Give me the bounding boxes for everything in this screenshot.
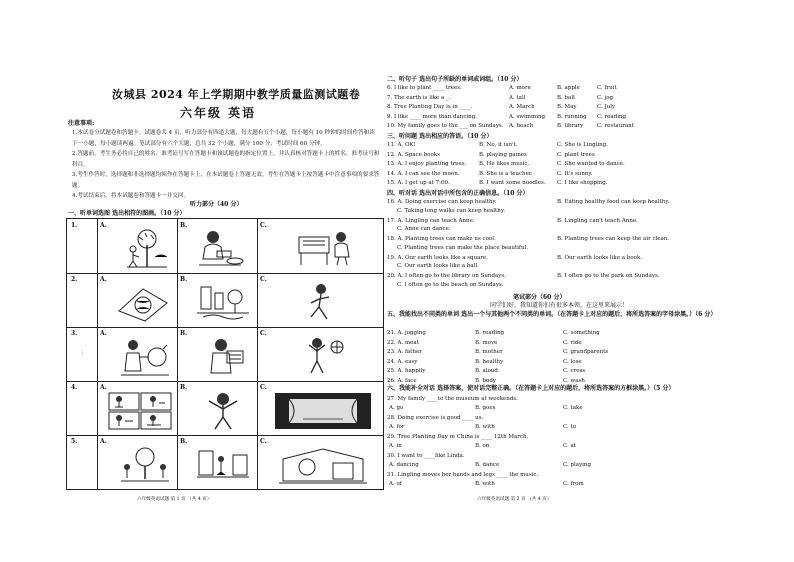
option-b: B. healthy <box>475 358 504 365</box>
city-park-picture <box>195 283 251 323</box>
option-c: C. something <box>563 330 600 336</box>
option-b: B. running <box>557 113 587 120</box>
option-b: B. goes <box>475 405 496 412</box>
option-b: B. Eating healthy food can keep healthy. <box>557 199 670 205</box>
option-c: C. to <box>563 424 577 431</box>
tree-planting-group-picture <box>119 445 171 485</box>
stage-theater-picture <box>273 391 373 431</box>
option-label: B. <box>180 384 188 391</box>
option-c: C. playing <box>563 462 591 469</box>
option-c: C. ride <box>563 339 582 346</box>
girl-reading-picture <box>195 227 245 269</box>
option-b: B. dance <box>475 462 500 469</box>
option-c: C. She is Lingling. <box>557 142 608 148</box>
option-b: B. aloud <box>475 368 498 375</box>
part6-title: 六、我能补全对话 选择答案，使对话完整正确。（在答题卡上对应的题后，将所选答案的方框涂黑。）（5 分） <box>387 385 675 392</box>
note-item: 3.考生作答时，选择题和非选择题均须作在答题卡上，在本试题卷上答题无效。考生在答题卡上按答题卡中注意事项的要求答题。 <box>72 172 380 189</box>
part4-title: 四、听对话 选出对话中所包含的正确信息。（10 分） <box>387 190 529 197</box>
street-scene-picture <box>195 445 251 485</box>
row-number: 3. <box>71 330 78 337</box>
row-number: 2. <box>71 276 78 283</box>
question-text: 8. Tree Planting Day is in ____. <box>387 104 473 111</box>
question-text: 29. Tree Planting Day in China is ____ 12th March. <box>387 434 529 440</box>
option-b: B. with <box>475 424 495 431</box>
option-b: B. May <box>557 104 577 111</box>
option-c: C. fruit <box>597 85 617 91</box>
option-c: C. from <box>563 481 584 488</box>
part5-title: 五、我能找出不同类的单词 选出一个与其他两个不同类的单词。（在答题卡上对应的题后，将所选答案的字母涂黑。）（6 分） <box>387 311 717 318</box>
option-b: B. Lingling can't teach Anne. <box>557 217 638 224</box>
option-c: C. grandparents <box>563 349 609 356</box>
boy-running-picture <box>295 283 345 323</box>
written-section-heading: 笔试部分（60 分） <box>513 294 566 301</box>
question-text: 6. I like to plant ____ trees. <box>387 85 462 91</box>
question-option-a: 13. A. I enjoy planting trees. <box>387 161 467 168</box>
option-b: B. Our earth looks like a book. <box>557 254 643 261</box>
page-footer: 六年级英语试题 第 1 页 （共 4 页） <box>137 497 212 502</box>
option-a: A. for <box>389 424 405 431</box>
option-a: A. more <box>509 85 531 91</box>
question-option-a: 12. A. Space books <box>387 151 440 158</box>
option-b: B. move <box>475 339 498 346</box>
option-label: C. <box>260 276 267 283</box>
option-a: 24. A. easy <box>387 358 418 365</box>
question-text: 31. Lingling moves her hands and legs ____ the music. <box>387 472 539 478</box>
option-a: A. go <box>389 405 404 412</box>
note-item: 1.本试卷分试题卷和答题卡。试题卷共 4 页，听力部分有四道大题，每大题有五个小题，每小题有 10 秒钟的时间作答和读下一小题，每小题读两遍。笔试部分有六个大题，总共 32 个小题，满分 100 分，考试时间 60 分钟。 <box>72 130 375 147</box>
piano-playing-picture <box>295 227 355 269</box>
question-text: 28. Doing exercise is good ____ us. <box>387 415 484 421</box>
question-option-a: 20. A. I often go to the library on Sundays. <box>387 273 506 280</box>
picture-grid <box>66 218 384 490</box>
four-panel-activities-picture <box>107 391 173 431</box>
option-c: C. Anne can dance. <box>397 226 451 233</box>
option-label: C. <box>260 222 267 229</box>
row-number: 5. <box>71 438 78 445</box>
notes-block <box>72 128 380 202</box>
option-a: A. March <box>509 104 535 111</box>
question-option-a: 18. A. Planting trees can make us cool. <box>387 236 496 243</box>
option-c: C. at <box>563 443 576 450</box>
amusement-park-picture <box>277 445 369 485</box>
option-c: C. It's sunny. <box>557 170 593 177</box>
row-number: 4. <box>71 384 78 391</box>
option-a: 26. A. face <box>387 378 417 384</box>
option-b: B. apple <box>557 85 580 91</box>
option-b: B. Planting trees can keep the air clean. <box>557 236 670 243</box>
cooking-picture <box>119 337 171 377</box>
option-label: A. <box>100 438 107 445</box>
option-c: C. jog <box>597 94 614 101</box>
option-a: A. beach <box>509 123 534 130</box>
option-c: C. reading <box>597 113 627 120</box>
boy-exercising-picture <box>197 391 247 431</box>
written-section-sub: 同学们好，我知道你们有很多本领，在这里来展示！ <box>490 302 629 309</box>
option-b: B. He likes music. <box>479 161 530 168</box>
page-footer: 六年级英语试题 第 2 页 （共 4 页） <box>477 497 552 502</box>
option-b: B. mother <box>475 349 503 356</box>
option-a: A. of <box>389 481 402 488</box>
option-b: B. playing games <box>479 151 527 158</box>
option-label: C. <box>260 384 267 391</box>
exam-subject: 六年级 英语 <box>180 106 257 120</box>
option-b: B. body <box>475 378 496 384</box>
option-b: B. on <box>475 443 490 450</box>
option-label: A. <box>100 384 107 391</box>
question-option-a: 15. A. I get up at 7:00. <box>387 180 450 187</box>
option-label: B. <box>180 222 188 229</box>
option-c: C. Planting trees can make the place beautiful. <box>397 244 529 251</box>
option-b: B. ball <box>557 94 575 101</box>
question-text: 10. My family goes to the ___ on Sundays. <box>387 123 504 130</box>
option-c: C. She wanted to dance. <box>557 161 625 168</box>
part2-title: 二、听句子 选出句子所缺的单词或词组。（10 分） <box>387 76 523 83</box>
option-b: B. reading <box>475 330 505 336</box>
option-c: C. I often go to the beach on Sundays. <box>397 282 504 288</box>
margin-dots: ⋮ <box>80 350 85 356</box>
option-a: 25. A. happily <box>387 368 426 375</box>
question-option-a: 16. A. Doing exercise can keep healthy. <box>387 199 497 205</box>
option-a: 22. A. meat <box>387 339 419 346</box>
notes-title: 注意事项: <box>68 120 95 127</box>
option-c: C. wash <box>563 378 585 384</box>
option-label: B. <box>180 438 188 445</box>
option-label: B. <box>180 330 188 337</box>
question-option-a: 14. A. I can see the moon. <box>387 170 460 177</box>
option-c: C. restaurant <box>597 123 634 130</box>
option-c: C. Taking long walks can keep healthy. <box>397 207 505 214</box>
option-b: B. with <box>475 481 495 488</box>
option-b: B. library <box>557 123 584 130</box>
row-number: 1. <box>71 222 78 229</box>
question-option-a: 19. A. Our earth looks like a square. <box>387 254 489 261</box>
option-c: C. take <box>563 405 583 412</box>
question-option-a: 11. A. OK! <box>387 142 416 148</box>
question-option-a: 17. A. Lingling can teach Anne. <box>387 217 475 224</box>
option-b: B. I want some noodles. <box>479 180 546 187</box>
note-item: 2.答题前，考生务必将自己的姓名、准考证号写在答题卡和该试题卷的指定位置上，并认真核对答题卡上的姓名、准考证号和科目。 <box>72 151 380 168</box>
option-a: A. in <box>389 443 402 450</box>
option-label: B. <box>180 276 188 283</box>
option-b: B. No, it isn't. <box>479 142 518 148</box>
earth-globe-picture <box>115 283 171 323</box>
option-a: A. dancing <box>389 462 419 469</box>
question-text: 27. My family ____to the museum at weekends. <box>387 396 518 402</box>
listening-section-heading: 听力部分（40 分） <box>190 201 243 208</box>
option-label: A. <box>100 276 107 283</box>
question-text: 9. I like ____ more than dancing. <box>387 113 477 120</box>
option-c: C. I like shopping. <box>557 180 608 187</box>
option-label: C. <box>260 330 267 337</box>
part3-title: 三、听问题 选出相应的答语。（10 分） <box>387 133 493 140</box>
question-text: 30. I want to ____like Linda. <box>387 453 465 459</box>
option-a: 21. A. jogging <box>387 330 426 336</box>
option-label: A. <box>100 222 107 229</box>
option-b: B. I often go to the park on Sundays. <box>557 273 660 280</box>
option-label: A. <box>100 330 107 337</box>
option-c: C. cross <box>563 368 586 375</box>
basketball-picture <box>297 337 353 377</box>
option-a: A. swimming <box>509 113 546 120</box>
option-c: C. July <box>597 104 616 111</box>
option-a: A. tall <box>509 94 526 101</box>
part1-title: 一、听单词选图 选出相符的图画。（10 分） <box>68 210 186 217</box>
exam-title: 汝城县 2024 年上学期期中教学质量监测试题卷 <box>112 88 361 101</box>
option-c: C. lose <box>563 358 582 365</box>
question-text: 7. The earth is like a _. <box>387 94 451 101</box>
reading-aloud-picture <box>199 337 249 377</box>
note-item: 4.考试结束后，将本试题卷和答题卡一并交回。 <box>72 193 190 199</box>
option-c: C. plant trees <box>557 151 595 158</box>
option-a: 23. A. father <box>387 349 422 356</box>
tree-planting-picture <box>125 227 169 269</box>
option-c: C. Our earth looks like a ball. <box>397 263 479 270</box>
option-label: C. <box>260 438 267 445</box>
option-b: B. She is a teacher. <box>479 170 533 177</box>
